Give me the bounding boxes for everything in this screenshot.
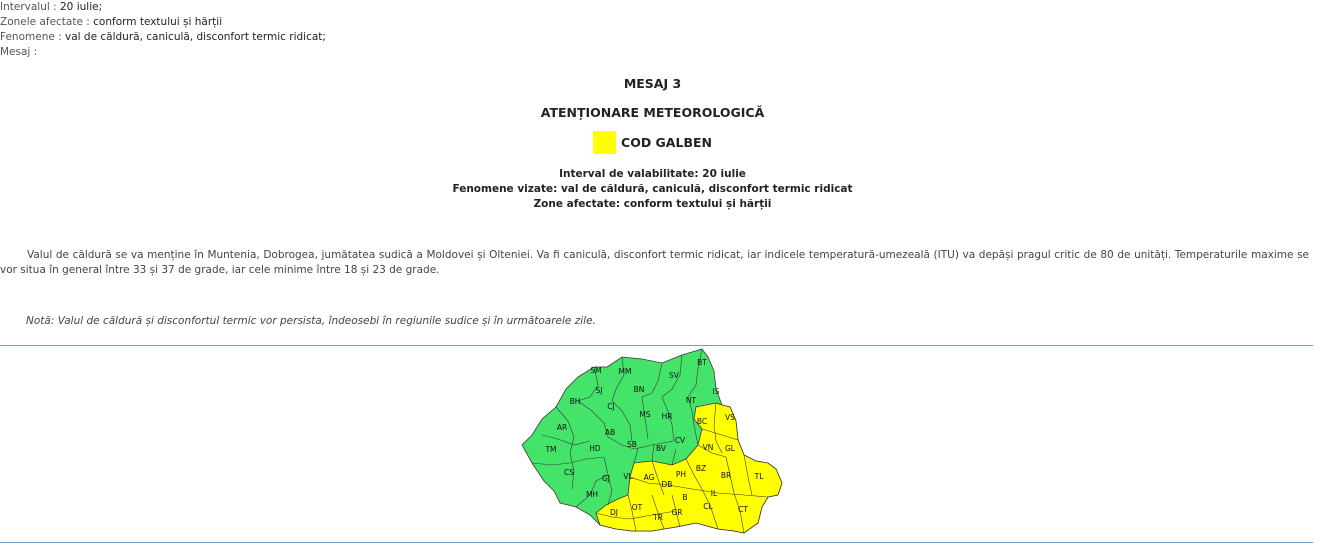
county-label-bh: BH	[569, 397, 581, 406]
county-label-b: B	[682, 493, 688, 502]
county-label-sv: SV	[669, 371, 679, 380]
code-row	[0, 131, 1305, 154]
zones-value: conform textului și hărții	[93, 16, 223, 28]
county-label-gl: GL	[725, 444, 735, 453]
county-label-hd: HD	[589, 444, 601, 453]
message-note: Notă: Valul de căldură și disconfortul termic vor persista, îndeosebi în regiunile sudice și în următoarele zile.	[26, 315, 596, 327]
zones-line	[0, 15, 222, 30]
county-label-cl: CL	[703, 502, 713, 511]
affected-zones: Zone afectate: conform textului și hărții	[533, 198, 772, 210]
county-label-ph: PH	[675, 470, 687, 479]
message-type: ATENȚIONARE METEOROLOGICĂ	[540, 105, 765, 120]
warning-map	[512, 345, 792, 540]
county-label-cv: CV	[674, 436, 686, 445]
county-label-vs: VS	[725, 413, 735, 422]
county-label-vl: VL	[623, 472, 633, 481]
phenomena-targeted: Fenomene vizate: val de căldură, caniculă, disconfort termic ridicat	[452, 183, 853, 195]
county-label-ag: AG	[643, 473, 655, 482]
county-label-tm: TM	[545, 445, 557, 454]
county-label-ab: AB	[604, 428, 616, 437]
county-label-il: IL	[710, 489, 718, 498]
county-label-hr: HR	[661, 412, 673, 421]
county-label-ct: CT	[738, 505, 748, 514]
interval-label: Intervalul :	[0, 1, 60, 13]
phenomena-value: val de căldură, caniculă, disconfort termic ridicat;	[65, 31, 326, 43]
interval-line	[0, 0, 102, 15]
interval-value: 20 iulie;	[60, 1, 103, 13]
county-label-mm: MM	[618, 367, 632, 376]
county-label-gr: GR	[671, 508, 683, 517]
county-label-sm: SM	[590, 366, 602, 375]
county-label-bn: BN	[633, 385, 645, 394]
county-label-bz: BZ	[695, 464, 707, 473]
county-label-cj: CJ	[607, 402, 615, 411]
county-label-ot: OT	[631, 503, 643, 512]
county-label-sj: SJ	[595, 386, 603, 395]
county-label-bc: BC	[696, 417, 708, 426]
message-label: Mesaj :	[0, 46, 38, 58]
county-label-cs: CS	[564, 468, 574, 477]
phenomena-line	[0, 30, 326, 45]
validity-interval: Interval de valabilitate: 20 iulie	[559, 168, 746, 180]
county-label-ms: MS	[639, 410, 651, 419]
county-label-gj: GJ	[601, 474, 611, 483]
county-label-mh: MH	[585, 490, 599, 499]
county-label-sb: SB	[627, 440, 637, 449]
county-label-br: BR	[720, 471, 732, 480]
code-label: COD GALBEN	[621, 135, 712, 150]
county-label-db: DB	[661, 480, 673, 489]
county-label-bv: BV	[655, 444, 667, 453]
zones-label: Zonele afectate :	[0, 16, 94, 28]
county-label-tl: TL	[754, 472, 764, 481]
county-label-vn: VN	[702, 443, 714, 452]
county-label-bt: BT	[697, 358, 707, 367]
county-label-tr: TR	[653, 513, 663, 522]
county-label-ar: AR	[556, 423, 568, 432]
phenomena-label: Fenomene :	[0, 31, 66, 43]
county-label-is: IS	[712, 387, 720, 396]
code-color-swatch	[593, 131, 616, 154]
county-label-dj: DJ	[610, 508, 618, 517]
county-label-nt: NT	[685, 396, 697, 405]
divider-bottom	[0, 542, 1313, 543]
message-body: Valul de căldură se va menține în Muntenia, Dobrogea, jumătatea sudică a Moldovei și Olteniei. Va fi caniculă, disconfort termic ridicat, iar indicele temperatură-umezeală (ITU) va depăși pragul critic de 80 de unități. Temperaturile maxime se vor situa în general între 33 și 37 de grade, iar cele minime între 18 și 23 de grade.	[0, 249, 1309, 276]
message-number: MESAJ 3	[623, 76, 682, 91]
